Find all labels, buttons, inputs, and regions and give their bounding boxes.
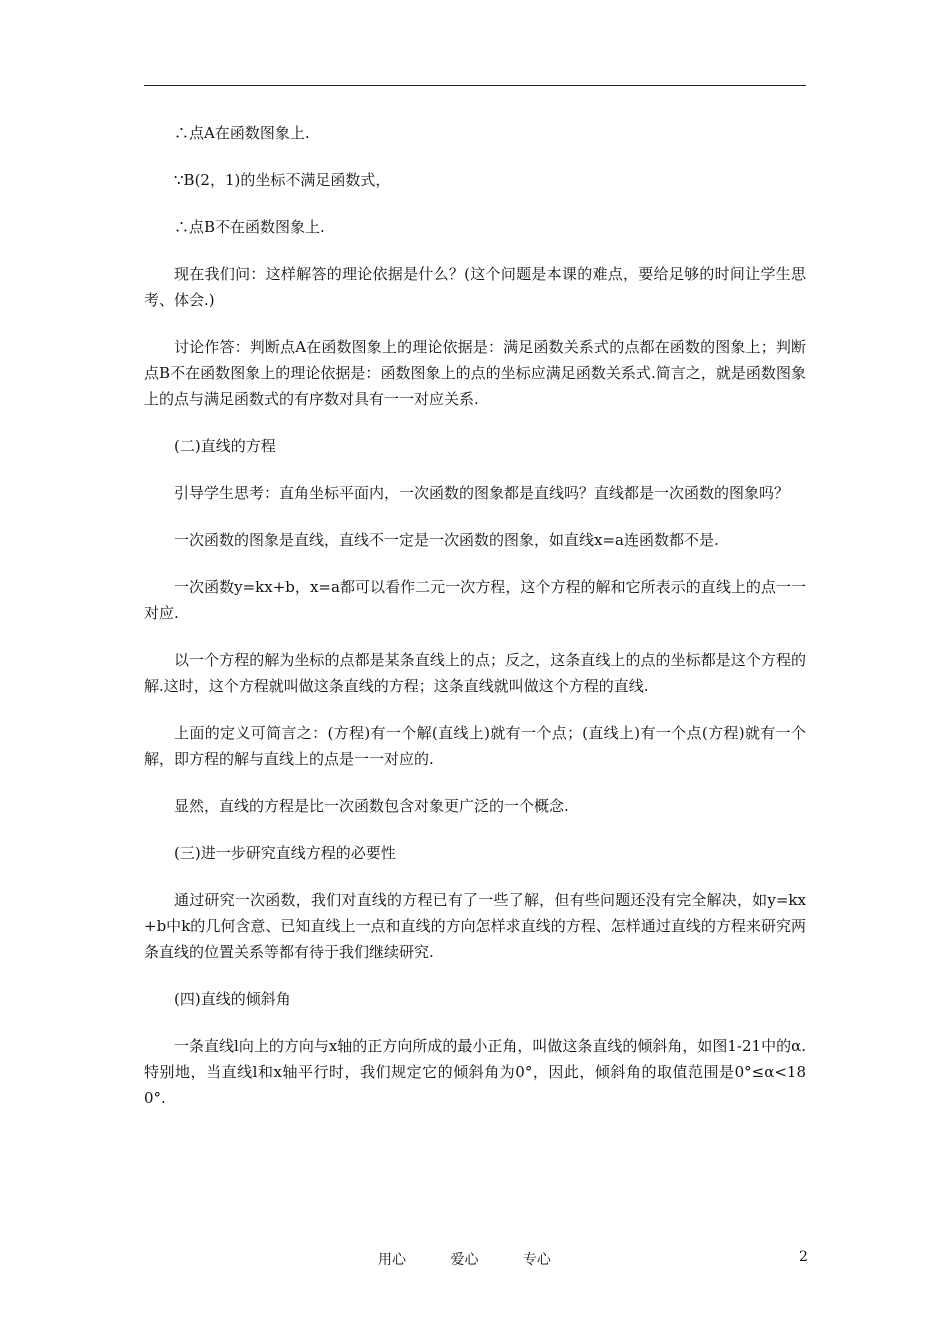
paragraph: 引导学生思考：直角坐标平面内，一次函数的图象都是直线吗？直线都是一次函数的图象吗？: [174, 484, 790, 502]
paragraph: 一条直线l向上的方向与x轴的正方向所成的最小正角，叫做这条直线的倾斜角，如图1-21中的α.特别地，当直线l和x轴平行时，我们规定它的倾斜角为0°，因此，倾斜角的取值范围是0°≤α<180°.: [144, 1037, 806, 1107]
paragraph: 上面的定义可简言之：(方程)有一个解(直线上)就有一个点；(直线上)有一个点(方程)就有一个解，即方程的解与直线上的点是一一对应的.: [144, 724, 806, 768]
document-body: [144, 120, 806, 1132]
paragraph: 现在我们问：这样解答的理论依据是什么？(这个问题是本课的难点，要给足够的时间让学生思考、体会.): [144, 265, 806, 309]
paragraph: 一次函数y=kx+b，x=a都可以看作二元一次方程，这个方程的解和它所表示的直线上的点一一对应.: [144, 578, 806, 622]
footer-motto-item: 专心: [522, 1252, 551, 1268]
section-heading: (三)进一步研究直线方程的必要性: [174, 844, 396, 862]
page-number: 2: [799, 1249, 808, 1265]
footer-motto: [378, 1249, 591, 1269]
paragraph: 讨论作答：判断点A在函数图象上的理论依据是：满足函数关系式的点都在函数的图象上；判断点B不在函数图象上的理论依据是：函数图象上的点的坐标应满足函数关系式.简言之，就是函数图象上的点与满足函数式的有序数对具有一一对应关系.: [144, 338, 806, 408]
paragraph: ∵B(2，1)的坐标不满足函数式，: [174, 171, 391, 189]
section-heading: (二)直线的方程: [174, 437, 276, 455]
paragraph: 显然，直线的方程是比一次函数包含对象更广泛的一个概念.: [174, 797, 569, 815]
footer-motto-item: 爱心: [450, 1252, 479, 1268]
paragraph: ∴点A在函数图象上.: [174, 124, 310, 142]
footer-motto-item: 用心: [378, 1252, 406, 1268]
paragraph: 一次函数的图象是直线，直线不一定是一次函数的图象，如直线x=a连函数都不是.: [174, 531, 719, 549]
paragraph: 通过研究一次函数，我们对直线的方程已有了一些了解，但有些问题还没有完全解决，如y=kx+b中k的几何含意、已知直线上一点和直线的方向怎样求直线的方程、怎样通过直线的方程来研究两条直线的位置关系等都有待于我们继续研究.: [144, 891, 806, 961]
paragraph: ∴点B不在函数图象上.: [174, 218, 325, 236]
section-heading: (四)直线的倾斜角: [174, 990, 291, 1008]
paragraph: 以一个方程的解为坐标的点都是某条直线上的点；反之，这条直线上的点的坐标都是这个方程的解.这时，这个方程就叫做这条直线的方程；这条直线就叫做这个方程的直线.: [144, 651, 806, 695]
header-rule: [144, 85, 806, 86]
